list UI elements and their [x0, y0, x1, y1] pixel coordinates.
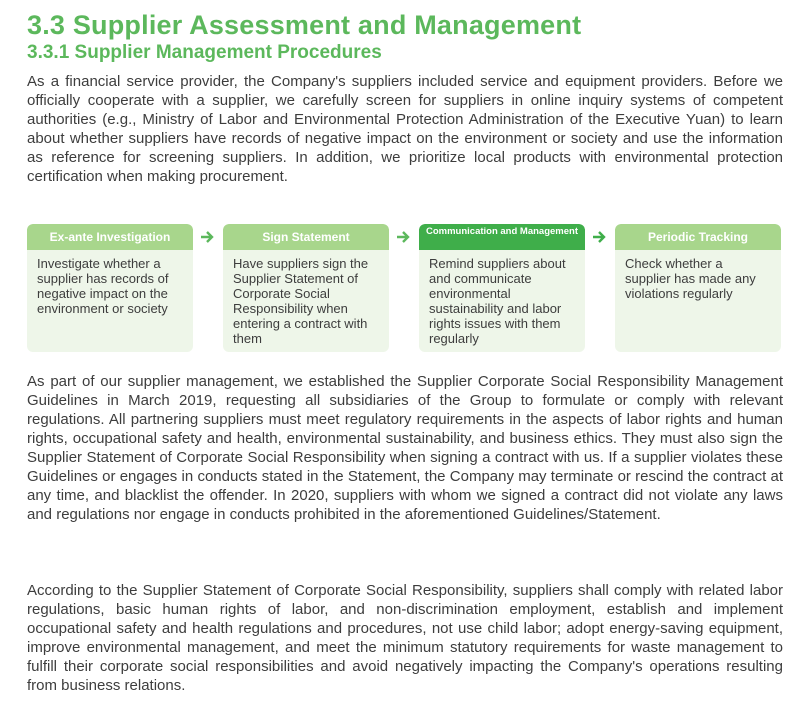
- step-title: Periodic Tracking: [615, 224, 781, 250]
- step-communication-management: [419, 224, 585, 352]
- section-title: 3.3 Supplier Assessment and Management: [27, 10, 582, 40]
- step-title: Sign Statement: [223, 224, 389, 250]
- statement-paragraph: According to the Supplier Statement of Corporate Social Responsibility, suppliers shall comply with related labor regulations, basic human rights of labor, and non-discrimination employment, establish and implement occupational safety and health regulations and procedures, not use child labor; adopt energy-saving equipment, improve environmental management, and meet the minimum statutory requirements for waste management to fulfill their corporate social responsibilities and avoid negatively impacting the Company's operations resulting from business relations.: [27, 582, 783, 694]
- step-periodic-tracking: [615, 224, 781, 352]
- intro-paragraph: As a financial service provider, the Company's suppliers included service and equipment providers. Before we officially cooperate with a supplier, we carefully screen for suppliers in online inquiry systems of competent authorities (e.g., Ministry of Labor and Environmental Protection Administration of the Executive Yuan) to learn about whether suppliers have records of negative impact on the environment or society and use the information as reference for screening suppliers. In addition, we prioritize local products with environmental protection certification when making procurement.: [27, 73, 783, 185]
- step-sign-statement: [223, 224, 389, 352]
- guidelines-paragraph: As part of our supplier management, we established the Supplier Corporate Social Responsibility Management Guidelines in March 2019, requesting all subsidiaries of the Group to formulate or comply with relevant regulations. All partnering suppliers must meet regulatory requirements in the aspects of labor rights and human rights, occupational safety and health, environmental sustainability, and business ethics. They must also sign the Supplier Statement of Corporate Social Responsibility when signing a contract with us. If a supplier violates these Guidelines or engages in conducts stated in the Statement, the Company may terminate or rescind the contract at any time, and blacklist the offender. In 2020, suppliers with whom we signed a contract did not violate any laws and regulations nor engage in conducts prohibited in the aforementioned Guidelines/Statement.: [27, 373, 783, 523]
- step-title: Ex-ante Investigation: [27, 224, 193, 250]
- step-ex-ante-investigation: [27, 224, 193, 352]
- arrow-right-icon: [200, 230, 216, 244]
- step-description: Check whether a supplier has made any violations regularly: [625, 256, 756, 301]
- step-description: Have suppliers sign the Supplier Statement of Corporate Social Responsibility when entering a contract with them: [233, 256, 369, 346]
- step-title: Communication and Management: [419, 224, 585, 250]
- supplier-process-flow: [27, 224, 783, 354]
- arrow-right-icon: [396, 230, 412, 244]
- arrow-right-icon: [592, 230, 608, 244]
- subsection-title: 3.3.1 Supplier Management Procedures: [27, 42, 382, 63]
- step-description: Investigate whether a supplier has records of negative impact on the environment or society: [37, 256, 169, 316]
- step-description: Remind suppliers about and communicate environmental sustainability and labor rights issues with them regularly: [429, 256, 566, 346]
